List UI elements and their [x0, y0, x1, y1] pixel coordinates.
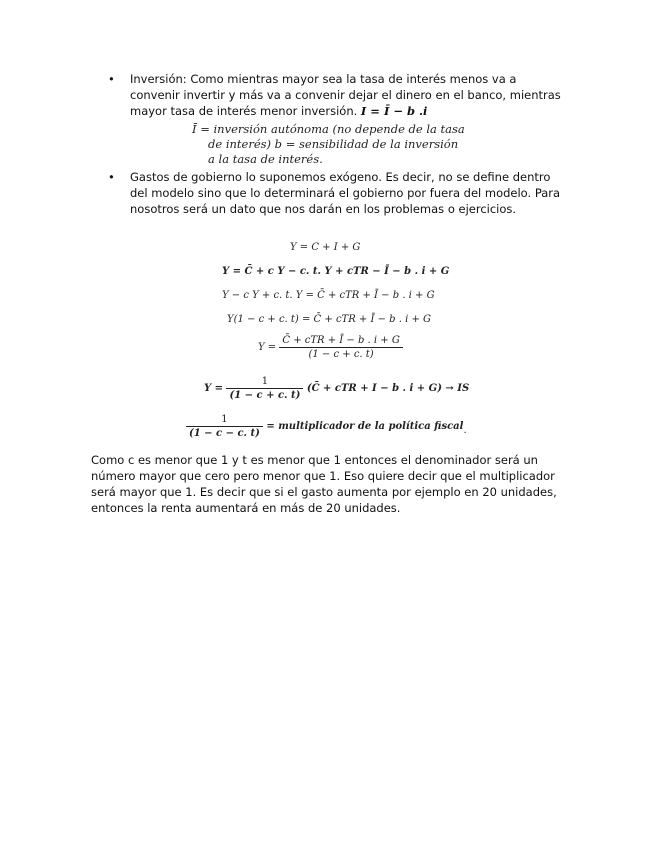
equation-7-tail: . [463, 425, 467, 436]
equation-5-left: Y = [258, 342, 277, 353]
bullet-body: Inversión: Como mientras mayor sea la tasa de interés menos va a convenir invertir y más va a convenir dejar el dinero en el banco, mientras mayor tasa de interés menor inversión. [130, 72, 561, 118]
bullet-inversion [108, 71, 568, 119]
equation-7-fraction [186, 414, 263, 439]
equation-6-left: Y = [204, 383, 223, 394]
fraction-numerator: 1 [226, 376, 303, 389]
equation-6 [204, 376, 469, 401]
equation-2: Y = C̄ + c Y − c. t. Y + cTR − Ī − b . i + G [222, 266, 450, 277]
equation-4: Y(1 − c + c. t) = C̄ + cTR + Ī − b . i + G [227, 314, 432, 325]
equation-3: Y − c Y + c. t. Y = C̄ + cTR + Ī − b . i + G [222, 290, 435, 301]
bullet-gastos [108, 169, 568, 217]
equation-7-right: = multiplicador de la política fiscal [266, 421, 464, 432]
fraction-denominator: (1 − c + c. t) [308, 349, 374, 360]
equation-6-right: (C̄ + cTR + I − b . i + G) → IS [306, 383, 470, 394]
equation-5 [258, 335, 403, 360]
fraction-numerator: C̄ + cTR + Ī − b . i + G [279, 335, 402, 348]
bullet-marker: • [108, 72, 115, 86]
equation-6-fraction [226, 376, 303, 401]
fraction-denominator: (1 − c − c. t) [189, 428, 260, 439]
equation-5-fraction [279, 335, 402, 360]
bullet-text [130, 71, 568, 119]
investment-equation: I = Ī − b .i [360, 104, 428, 118]
bullet-marker: • [108, 170, 115, 184]
definition-line-2: de interés) b = sensibilidad de la inversión [208, 137, 459, 151]
definition-line-1: Ī = inversión autónoma (no depende de la tasa [192, 122, 465, 136]
fraction-numerator: 1 [186, 414, 263, 427]
equation-1: Y = C + I + G [290, 242, 361, 253]
definition-line-3: a la tasa de interés. [208, 152, 323, 166]
equation-7 [186, 414, 467, 439]
closing-paragraph: Como c es menor que 1 y t es menor que 1 entonces el denominador será un número mayor que cero pero menor que 1. Eso quiere decir que el multiplicador será mayor que 1. Es decir que si el gasto aumenta por ejemplo en 20 unidades, entonces la renta aumentará en más de 20 unidades. [91, 453, 557, 515]
bullet-text: Gastos de gobierno lo suponemos exógeno. Es decir, no se define dentro del modelo sino que lo determinará el gobierno por fuera del modelo. Para nosotros será un dato que nos darán en los problemas o ejercicios. [130, 170, 561, 216]
fraction-denominator: (1 − c + c. t) [229, 390, 301, 401]
